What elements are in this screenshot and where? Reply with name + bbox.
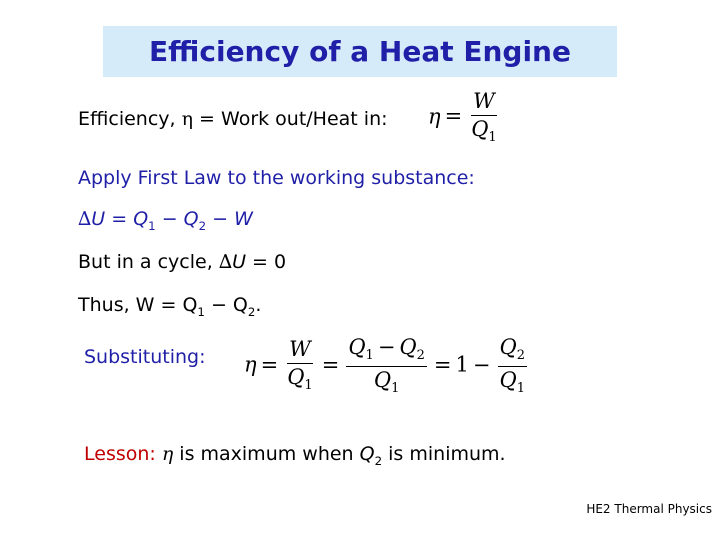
lesson-statement: Lesson: η is maximum when $Q_2$ is minimum. bbox=[84, 443, 506, 468]
delta-symbol: ∆ bbox=[78, 208, 92, 230]
equals-sign: = bbox=[199, 108, 215, 130]
eta-symbol: η bbox=[181, 108, 193, 130]
first-law-intro: Apply First Law to the working substance: bbox=[78, 167, 475, 189]
eq1-denominator: $Q_1$ bbox=[471, 117, 497, 146]
slide-title: Efficiency of a Heat Engine bbox=[103, 26, 617, 77]
first-law-equation: $\Delta U = Q_1 - Q_2 - W$ bbox=[78, 208, 253, 233]
footer-course-name: HE2 Thermal Physics bbox=[586, 502, 712, 516]
efficiency-equation bbox=[428, 90, 502, 146]
eta-symbol: η bbox=[161, 443, 174, 465]
eq1-equals: = bbox=[444, 104, 463, 129]
efficiency-definition bbox=[78, 108, 388, 130]
eq2-fraction-a: $\frac{W}{Q_1}$ bbox=[287, 337, 313, 394]
substituting-label: Substituting: bbox=[84, 346, 206, 368]
work-statement: Thus, $W = Q_1 - Q_2$. bbox=[78, 294, 262, 319]
eq1-numerator: W bbox=[471, 90, 497, 116]
efficiency-label: Efficiency, bbox=[78, 108, 176, 130]
eq1-fraction bbox=[469, 90, 499, 146]
substituted-equation: η = $\frac{W}{Q_1}$ = $\frac{Q_1 - Q_2}{Q_1}$ = 1 − $\frac{Q_2}{Q_1}$ bbox=[244, 335, 526, 396]
eq1-eta: η bbox=[428, 104, 441, 129]
eq2-fraction-b: $\frac{Q_1 - Q_2}{Q_1}$ bbox=[348, 335, 425, 396]
eq2-fraction-c: $\frac{Q_2}{Q_1}$ bbox=[499, 335, 526, 396]
definition-text: Work out/Heat in: bbox=[221, 108, 388, 130]
delta-symbol: ∆ bbox=[218, 251, 233, 273]
lesson-label: Lesson: bbox=[84, 443, 156, 465]
cycle-statement: But in a cycle, ∆U = 0 bbox=[78, 251, 287, 273]
